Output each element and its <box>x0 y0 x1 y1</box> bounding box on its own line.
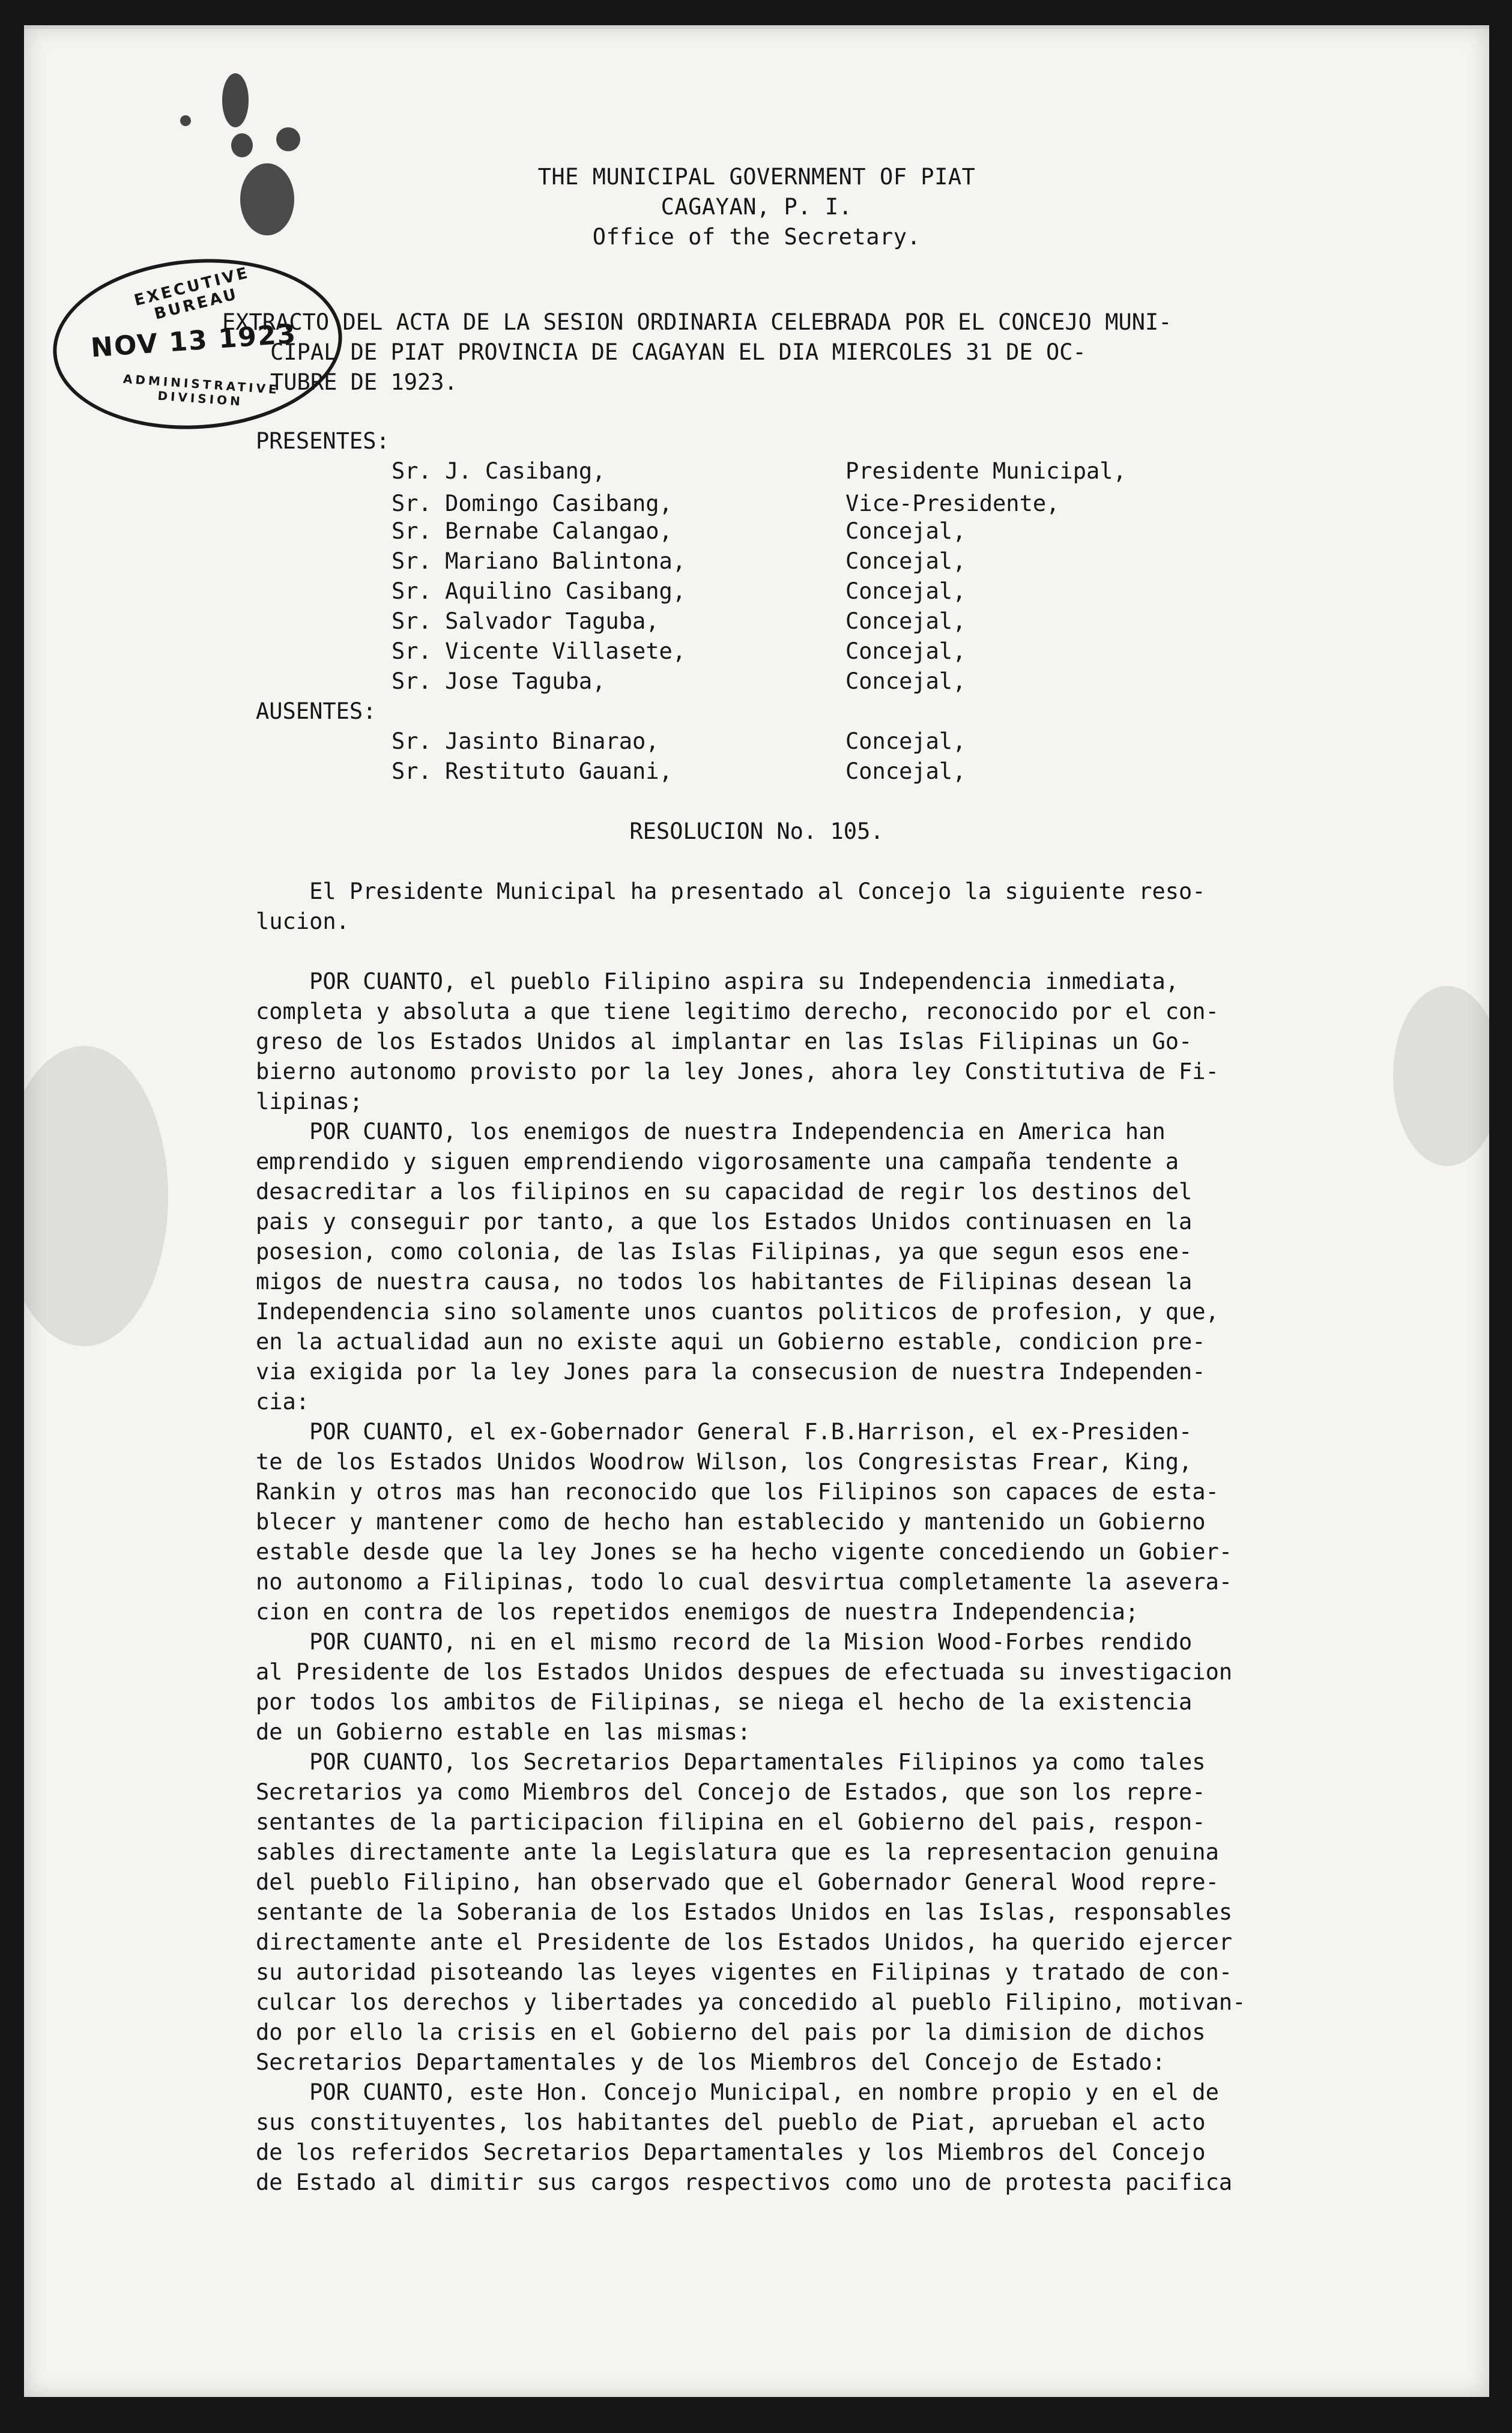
member-role: Concejal, <box>845 758 966 784</box>
body-line: cia: <box>256 1389 310 1415</box>
ink-smudge <box>276 127 300 151</box>
member-name: Sr. Jasinto Binarao, <box>392 728 659 754</box>
ink-smudge <box>222 73 249 127</box>
resolution-body <box>256 877 1397 2198</box>
member-row <box>392 606 1412 636</box>
body-line: en la actualidad aun no existe aqui un Gobierno estable, condicion pre- <box>256 1329 1206 1355</box>
body-line: sentante de la Soberania de los Estados Unidos en las Islas, responsables <box>256 1899 1233 1925</box>
title-line: EXTRACTO DEL ACTA DE LA SESION ORDINARIA CELEBRADA POR EL CONCEJO MUNI- <box>222 309 1172 335</box>
body-line: POR CUANTO, ni en el mismo record de la Mision Wood-Forbes rendido <box>256 1629 1193 1655</box>
document-page <box>24 25 1489 2397</box>
body-line: del pueblo Filipino, han observado que el Gobernador General Wood repre- <box>256 1869 1219 1895</box>
body-line: pais y conseguir por tanto, a que los Estados Unidos continuasen en la <box>256 1209 1193 1235</box>
body-line: Secretarios ya como Miembros del Concejo de Estados, que son los repre- <box>256 1779 1206 1805</box>
body-line: completa y absoluta a que tiene legitimo derecho, reconocido por el con- <box>256 999 1219 1024</box>
member-role: Concejal, <box>845 548 966 574</box>
body-line: POR CUANTO, los enemigos de nuestra Independencia en America han <box>256 1119 1166 1144</box>
body-line: lucion. <box>256 908 349 934</box>
member-role: Concejal, <box>845 728 966 754</box>
member-role: Concejal, <box>845 608 966 634</box>
body-line: sentantes de la participacion filipina en el Gobierno del pais, respon- <box>256 1809 1206 1835</box>
ink-smudge <box>231 133 253 157</box>
body-line: blecer y mantener como de hecho han establecido y mantenido un Gobierno <box>256 1509 1206 1535</box>
body-line: El Presidente Municipal ha presentado al Concejo la siguiente reso- <box>256 878 1206 904</box>
member-row <box>392 546 1412 576</box>
body-line: greso de los Estados Unidos al implantar en las Islas Filipinas un Go- <box>256 1029 1193 1054</box>
header-office: Office of the Secretary. <box>592 224 921 250</box>
body-line: de un Gobierno estable en las mismas: <box>256 1719 751 1745</box>
member-row <box>392 576 1412 606</box>
member-name: Sr. J. Casibang, <box>392 458 606 484</box>
member-row <box>392 757 1412 787</box>
body-line: no autonomo a Filipinas, todo lo cual desvirtua completamente la asevera- <box>256 1569 1233 1595</box>
body-line: te de los Estados Unidos Woodrow Wilson, los Congresistas Frear, King, <box>256 1449 1193 1475</box>
body-line: estable desde que la ley Jones se ha hecho vigente concediendo un Gobier- <box>256 1539 1233 1565</box>
body-line: emprendido y siguen emprendiendo vigorosamente una campaña tendente a <box>256 1149 1179 1174</box>
body-line: cion en contra de los repetidos enemigos de nuestra Independencia; <box>256 1599 1139 1625</box>
stamp-bureau-text: EXECUTIVE BUREAU <box>132 264 252 324</box>
member-name: Sr. Jose Taguba, <box>392 668 606 694</box>
header-government: THE MUNICIPAL GOVERNMENT OF PIAT <box>537 164 976 190</box>
member-row <box>392 727 1412 757</box>
member-role: Concejal, <box>845 578 966 604</box>
body-line: POR CUANTO, los Secretarios Departamentales Filipinos ya como tales <box>256 1749 1206 1775</box>
title-line: TUBRE DE 1923. <box>270 369 458 395</box>
body-line: directamente ante el Presidente de los Estados Unidos, ha querido ejercer <box>256 1929 1233 1955</box>
body-line: POR CUANTO, el ex-Gobernador General F.B.Harrison, el ex-Presiden- <box>256 1419 1193 1445</box>
member-name: Sr. Aquilino Casibang, <box>392 578 686 604</box>
member-name: Sr. Bernabe Calangao, <box>392 518 673 544</box>
member-row <box>392 516 1412 546</box>
body-line: Independencia sino solamente unos cuantos politicos de profesion, y que, <box>256 1299 1219 1325</box>
body-line: POR CUANTO, el pueblo Filipino aspira su Independencia inmediata, <box>256 969 1179 994</box>
member-name: Sr. Salvador Taguba, <box>392 608 659 634</box>
body-line <box>256 937 1397 967</box>
body-line: culcar los derechos y libertades ya concedido al pueblo Filipino, motivan- <box>256 1989 1246 2015</box>
body-line: sables directamente ante la Legislatura que es la representacion genuina <box>256 1839 1219 1865</box>
member-role: Concejal, <box>845 638 966 664</box>
minutes-title <box>222 307 1411 397</box>
body-line: de los referidos Secretarios Departamentales y los Miembros del Concejo <box>256 2139 1206 2165</box>
member-row <box>392 636 1412 666</box>
member-role: Presidente Municipal, <box>845 458 1126 484</box>
title-line: CIPAL DE PIAT PROVINCIA DE CAGAYAN EL DIA MIERCOLES 31 DE OC- <box>270 339 1086 365</box>
member-role: Vice-Presidente, <box>845 491 1060 516</box>
body-line: bierno autonomo provisto por la ley Jones, ahora ley Constitutiva de Fi- <box>256 1059 1219 1084</box>
ausentes-label: AUSENTES: <box>256 698 376 724</box>
body-line: posesion, como colonia, de las Islas Filipinas, ya que segun esos ene- <box>256 1239 1193 1265</box>
stamp-division-text: ADMINISTRATIVE DIVISION <box>122 371 280 409</box>
member-role: Concejal, <box>845 668 966 694</box>
body-line: via exigida por la ley Jones para la consecusion de nuestra Independen- <box>256 1359 1206 1385</box>
presentes-label: PRESENTES: <box>256 428 390 454</box>
body-line: migos de nuestra causa, no todos los habitantes de Filipinas desean la <box>256 1269 1193 1295</box>
ink-smudge <box>180 115 191 126</box>
body-line: Secretarios Departamentales y de los Miembros del Concejo de Estado: <box>256 2049 1166 2075</box>
body-line: POR CUANTO, este Hon. Concejo Municipal, en nombre propio y en el de <box>256 2079 1219 2105</box>
member-name: Sr. Mariano Balintona, <box>392 548 686 574</box>
body-line: lipinas; <box>256 1089 363 1114</box>
member-row <box>392 489 1412 519</box>
body-line: su autoridad pisoteando las leyes vigentes en Filipinas y tratado de con- <box>256 1959 1233 1985</box>
member-name: Sr. Domingo Casibang, <box>392 491 673 516</box>
paper-stain <box>24 1046 168 1346</box>
stamp-date: NOV 13 1923 <box>89 318 298 364</box>
paper-fold <box>24 25 1489 29</box>
member-row <box>392 666 1412 697</box>
paper-stain <box>1393 986 1489 1166</box>
resolution-title: RESOLUCION No. 105. <box>629 818 884 844</box>
member-name: Sr. Restituto Gauani, <box>392 758 673 784</box>
member-role: Concejal, <box>845 518 966 544</box>
body-line: Rankin y otros mas han reconocido que los Filipinos son capaces de esta- <box>256 1479 1219 1505</box>
body-line: do por ello la crisis en el Gobierno del pais por la dimision de dichos <box>256 2019 1206 2045</box>
member-name: Sr. Vicente Villasete, <box>392 638 686 664</box>
body-line: sus constituyentes, los habitantes del pueblo de Piat, aprueban el acto <box>256 2109 1206 2135</box>
header-location: CAGAYAN, P. I. <box>661 194 853 220</box>
body-line: al Presidente de los Estados Unidos despues de efectuada su investigacion <box>256 1659 1233 1685</box>
member-row <box>392 456 1412 486</box>
body-line: de Estado al dimitir sus cargos respectivos como uno de protesta pacifica <box>256 2169 1233 2195</box>
body-line: por todos los ambitos de Filipinas, se niega el hecho de la existencia <box>256 1689 1193 1715</box>
body-line: desacreditar a los filipinos en su capacidad de regir los destinos del <box>256 1179 1193 1204</box>
